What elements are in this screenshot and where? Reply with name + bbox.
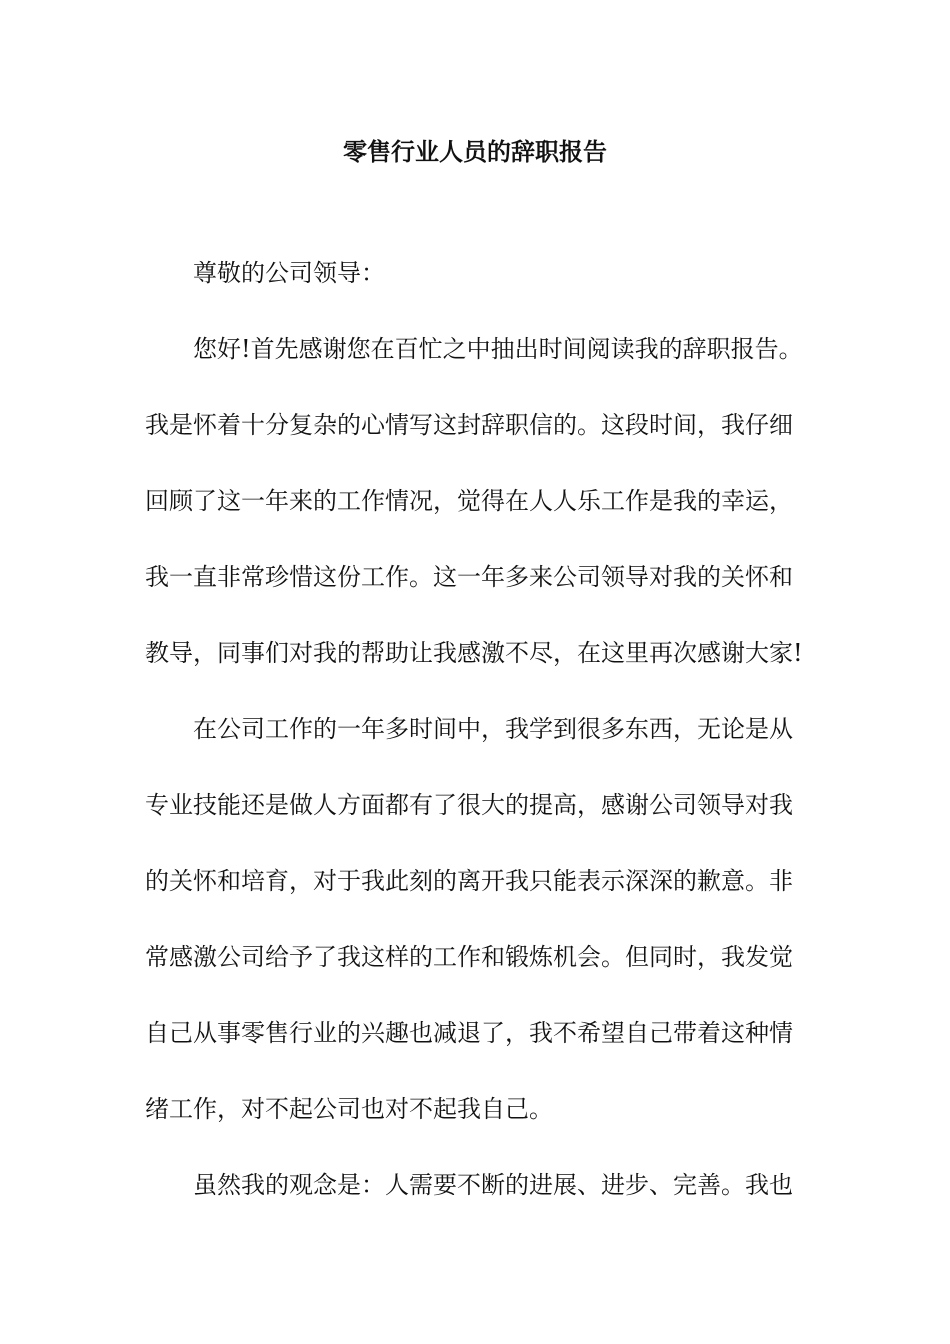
paragraph-line: 专业技能还是做人方面都有了很大的提高，感谢公司领导对我 (145, 791, 793, 819)
paragraph-line: 的关怀和培育，对于我此刻的离开我只能表示深深的歉意。非 (145, 867, 793, 895)
document-body (145, 255, 805, 1243)
paragraph-line: 自己从事零售行业的兴趣也减退了，我不希望自己带着这种情 (145, 1019, 793, 1047)
paragraph-line: 绪工作，对不起公司也对不起我自己。 (145, 1095, 553, 1123)
paragraph-line: 您好!首先感谢您在百忙之中抽出时间阅读我的辞职报告。 (193, 335, 803, 363)
document-title: 零售行业人员的辞职报告 (343, 137, 607, 166)
paragraph-line: 虽然我的观念是：人需要不断的进展、进步、完善。我也 (193, 1171, 793, 1199)
paragraph-line: 常感激公司给予了我这样的工作和锻炼机会。但同时，我发觉 (145, 943, 793, 971)
paragraph-line: 我一直非常珍惜这份工作。这一年多来公司领导对我的关怀和 (145, 563, 793, 591)
paragraph-line: 教导，同事们对我的帮助让我感激不尽，在这里再次感谢大家! (145, 639, 803, 667)
paragraph-line: 回顾了这一年来的工作情况，觉得在人人乐工作是我的幸运， (145, 487, 793, 515)
paragraph-line: 在公司工作的一年多时间中，我学到很多东西，无论是从 (193, 715, 793, 743)
salutation-line: 尊敬的公司领导： (193, 259, 385, 287)
paragraph-line: 我是怀着十分复杂的心情写这封辞职信的。这段时间，我仔细 (145, 411, 793, 439)
